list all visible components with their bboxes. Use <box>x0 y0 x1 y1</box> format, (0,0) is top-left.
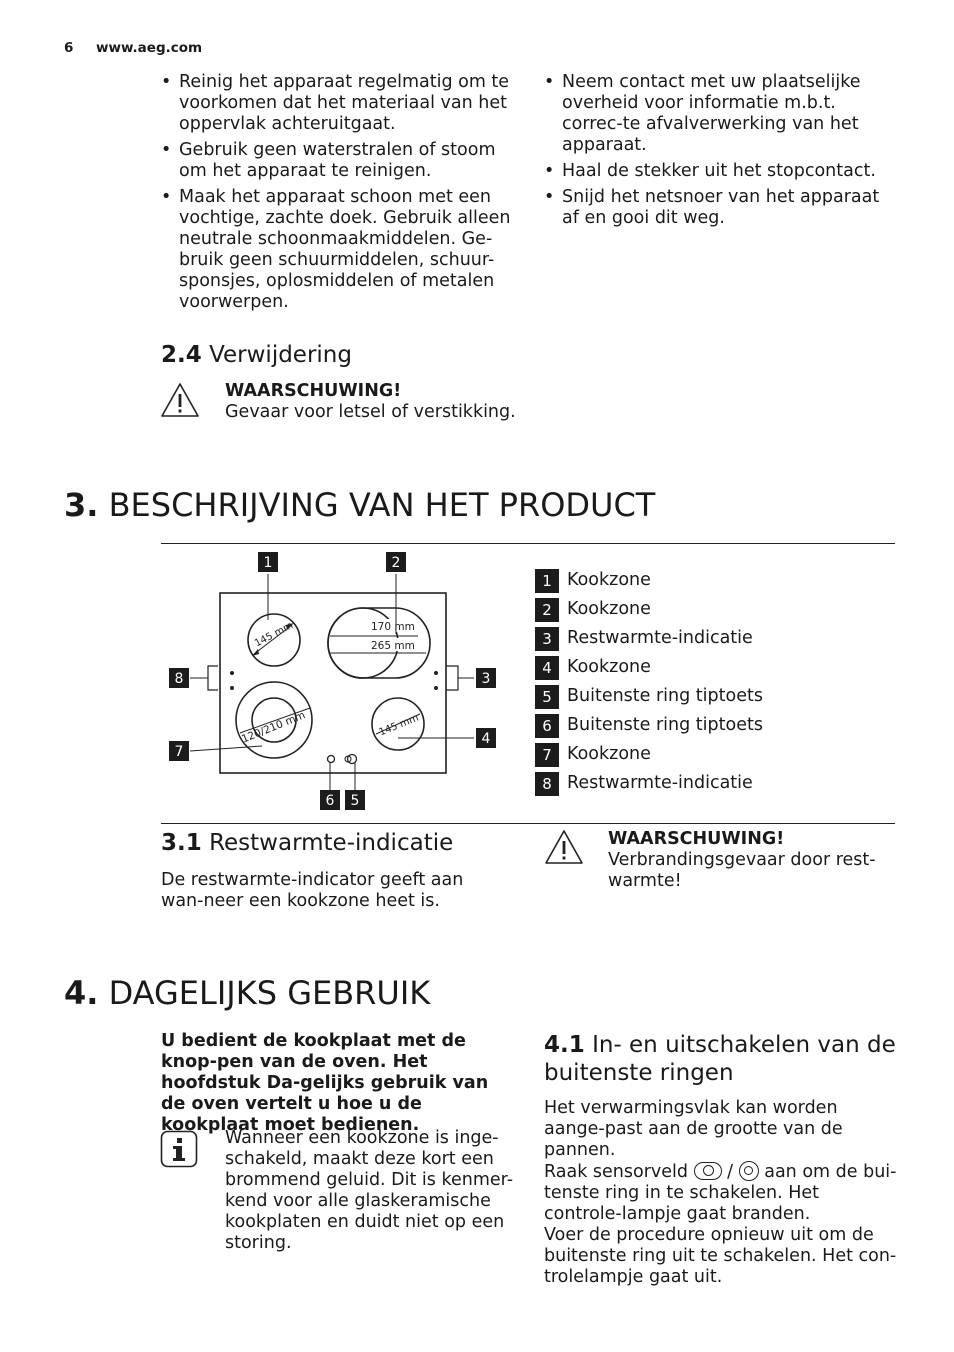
zone-1-size: 145 mm <box>252 620 295 650</box>
list-item: • Neem contact met uw plaatselijke overheid voor informatie m.b.t. correc-te afvalverwerking van het apparaat. <box>544 72 900 156</box>
warning-block <box>608 829 888 892</box>
list-item: • Haal de stekker uit het stopcontact. <box>544 161 900 182</box>
legend-number: 8 <box>535 772 559 796</box>
bracket <box>446 666 458 690</box>
warning-text: Verbrandingsgevaar door rest-warmte! <box>608 850 876 891</box>
legend-number: 6 <box>535 714 559 738</box>
chapter-3-heading <box>64 486 655 524</box>
section-title: Restwarmte-indicatie <box>209 830 454 856</box>
legend-item <box>535 624 895 653</box>
paragraph <box>544 1161 899 1225</box>
legend-item <box>535 740 895 769</box>
paragraph-text: Raak sensorveld <box>544 1162 689 1182</box>
legend-item <box>535 711 895 740</box>
legend-number: 1 <box>535 569 559 593</box>
legend-label: Buitenste ring tiptoets <box>567 715 763 735</box>
warning-title: WAARSCHUWING! <box>608 829 785 849</box>
divider <box>161 543 895 544</box>
section-4-1-heading <box>544 1031 904 1087</box>
separator: / <box>727 1162 734 1182</box>
diagram-legend <box>535 566 895 798</box>
sensor-field-icon <box>694 1162 722 1180</box>
touch-key-6 <box>328 756 335 763</box>
callout-1-label: 1 <box>263 555 273 571</box>
warning-text: Gevaar voor letsel of verstikking. <box>225 402 516 422</box>
warning-icon <box>544 829 584 865</box>
left-bullet-list <box>161 72 511 318</box>
list-item: • Reinig het apparaat regelmatig om te voorkomen dat het materiaal van het oppervlak achteruitgaat. <box>161 72 511 135</box>
legend-item <box>535 682 895 711</box>
chapter-title: DAGELIJKS GEBRUIK <box>108 974 431 1012</box>
legend-label: Restwarmte-indicatie <box>567 628 753 648</box>
indicator-dot <box>230 686 234 690</box>
hob-diagram <box>160 548 510 816</box>
zone-4-size: 145 mm <box>377 712 421 739</box>
indicator-dot <box>434 686 438 690</box>
warning-block <box>225 381 525 423</box>
paragraph: Voer de procedure opnieuw uit om de buitenste ring uit te schakelen. Het con-trolelampje gaat uit. <box>544 1225 897 1287</box>
paragraph-text: aan om de bui-tenste ring in te schakelen. Het controle-lampje gaat branden. <box>544 1162 897 1224</box>
callout-3-label: 3 <box>481 671 491 687</box>
section-3-1-text: De restwarmte-indicator geeft aan wan-neer een kookzone heet is. <box>161 870 464 911</box>
legend-number: 5 <box>535 685 559 709</box>
indicator-dot <box>230 671 234 675</box>
list-item: • Snijd het netsnoer van het apparaat af en gooi dit weg. <box>544 187 900 229</box>
outer-ring-sensor-icon <box>739 1161 759 1181</box>
legend-label: Kookzone <box>567 570 651 590</box>
callout-5-label: 5 <box>350 793 360 809</box>
callout-6-label: 6 <box>325 793 335 809</box>
section-4-1-body <box>544 1098 899 1288</box>
callout-4-label: 4 <box>481 731 491 747</box>
bracket <box>208 666 218 690</box>
page-number: 6 <box>64 40 74 56</box>
legend-label: Buitenste ring tiptoets <box>567 686 763 706</box>
chapter-number: 3. <box>64 486 99 524</box>
indicator-dot <box>434 671 438 675</box>
warning-icon <box>160 382 200 418</box>
legend-number: 3 <box>535 627 559 651</box>
legend-label: Restwarmte-indicatie <box>567 773 753 793</box>
divider <box>161 823 895 824</box>
section-title: In- en uitschakelen van de buitenste ringen <box>544 1032 896 1086</box>
section-title: Verwijdering <box>209 342 352 368</box>
list-item: • Maak het apparaat schoon met een vochtige, zachte doek. Gebruik alleen neutrale schoonmaakmiddelen. Ge-bruik geen schuurmiddelen, schuur-sponsjes, oplosmiddelen of metalen voorwerpen. <box>161 187 511 313</box>
legend-item <box>535 653 895 682</box>
callout-2-label: 2 <box>391 555 401 571</box>
chapter-4-heading <box>64 974 430 1012</box>
intro-paragraph: U bedient de kookplaat met de knop-pen van de oven. Het hoofdstuk Da-gelijks gebruik van de oven vertelt u hoe u de kookplaat moet bedienen. <box>161 1031 489 1135</box>
zone-2-outer-size: 265 mm <box>371 640 415 652</box>
arrow-head <box>252 649 259 656</box>
paragraph: Het verwarmingsvlak kan worden aange-past aan de grootte van de pannen. <box>544 1098 843 1160</box>
legend-label: Kookzone <box>567 744 651 764</box>
zone-7-size: 120/210 mm <box>239 709 307 746</box>
section-3-1-heading <box>161 829 453 857</box>
warning-title: WAARSCHUWING! <box>225 381 402 401</box>
callout-8-label: 8 <box>174 671 184 687</box>
list-item: • Gebruik geen waterstralen of stoom om het apparaat te reinigen. <box>161 140 511 182</box>
section-number: 4.1 <box>544 1032 585 1058</box>
info-text: Wanneer een kookzone is inge-schakeld, maakt deze kort een brommend geluid. Dit is kenmer-kend voor alle glaskeramische kookplaten en duidt niet op een storing. <box>225 1128 514 1253</box>
legend-label: Kookzone <box>567 657 651 677</box>
legend-item <box>535 595 895 624</box>
legend-number: 7 <box>535 743 559 767</box>
legend-item <box>535 566 895 595</box>
website-link[interactable]: www.aeg.com <box>96 40 203 56</box>
section-number: 3.1 <box>161 830 202 856</box>
chapter-title: BESCHRIJVING VAN HET PRODUCT <box>108 486 656 524</box>
section-2-4-heading <box>161 341 352 369</box>
callout-7-label: 7 <box>174 744 184 760</box>
right-bullet-list <box>544 72 900 234</box>
legend-number: 2 <box>535 598 559 622</box>
section-number: 2.4 <box>161 342 202 368</box>
zone-2-inner-size: 170 mm <box>371 621 415 633</box>
chapter-number: 4. <box>64 974 99 1012</box>
legend-number: 4 <box>535 656 559 680</box>
legend-item <box>535 769 895 798</box>
info-icon <box>160 1130 198 1168</box>
legend-label: Kookzone <box>567 599 651 619</box>
